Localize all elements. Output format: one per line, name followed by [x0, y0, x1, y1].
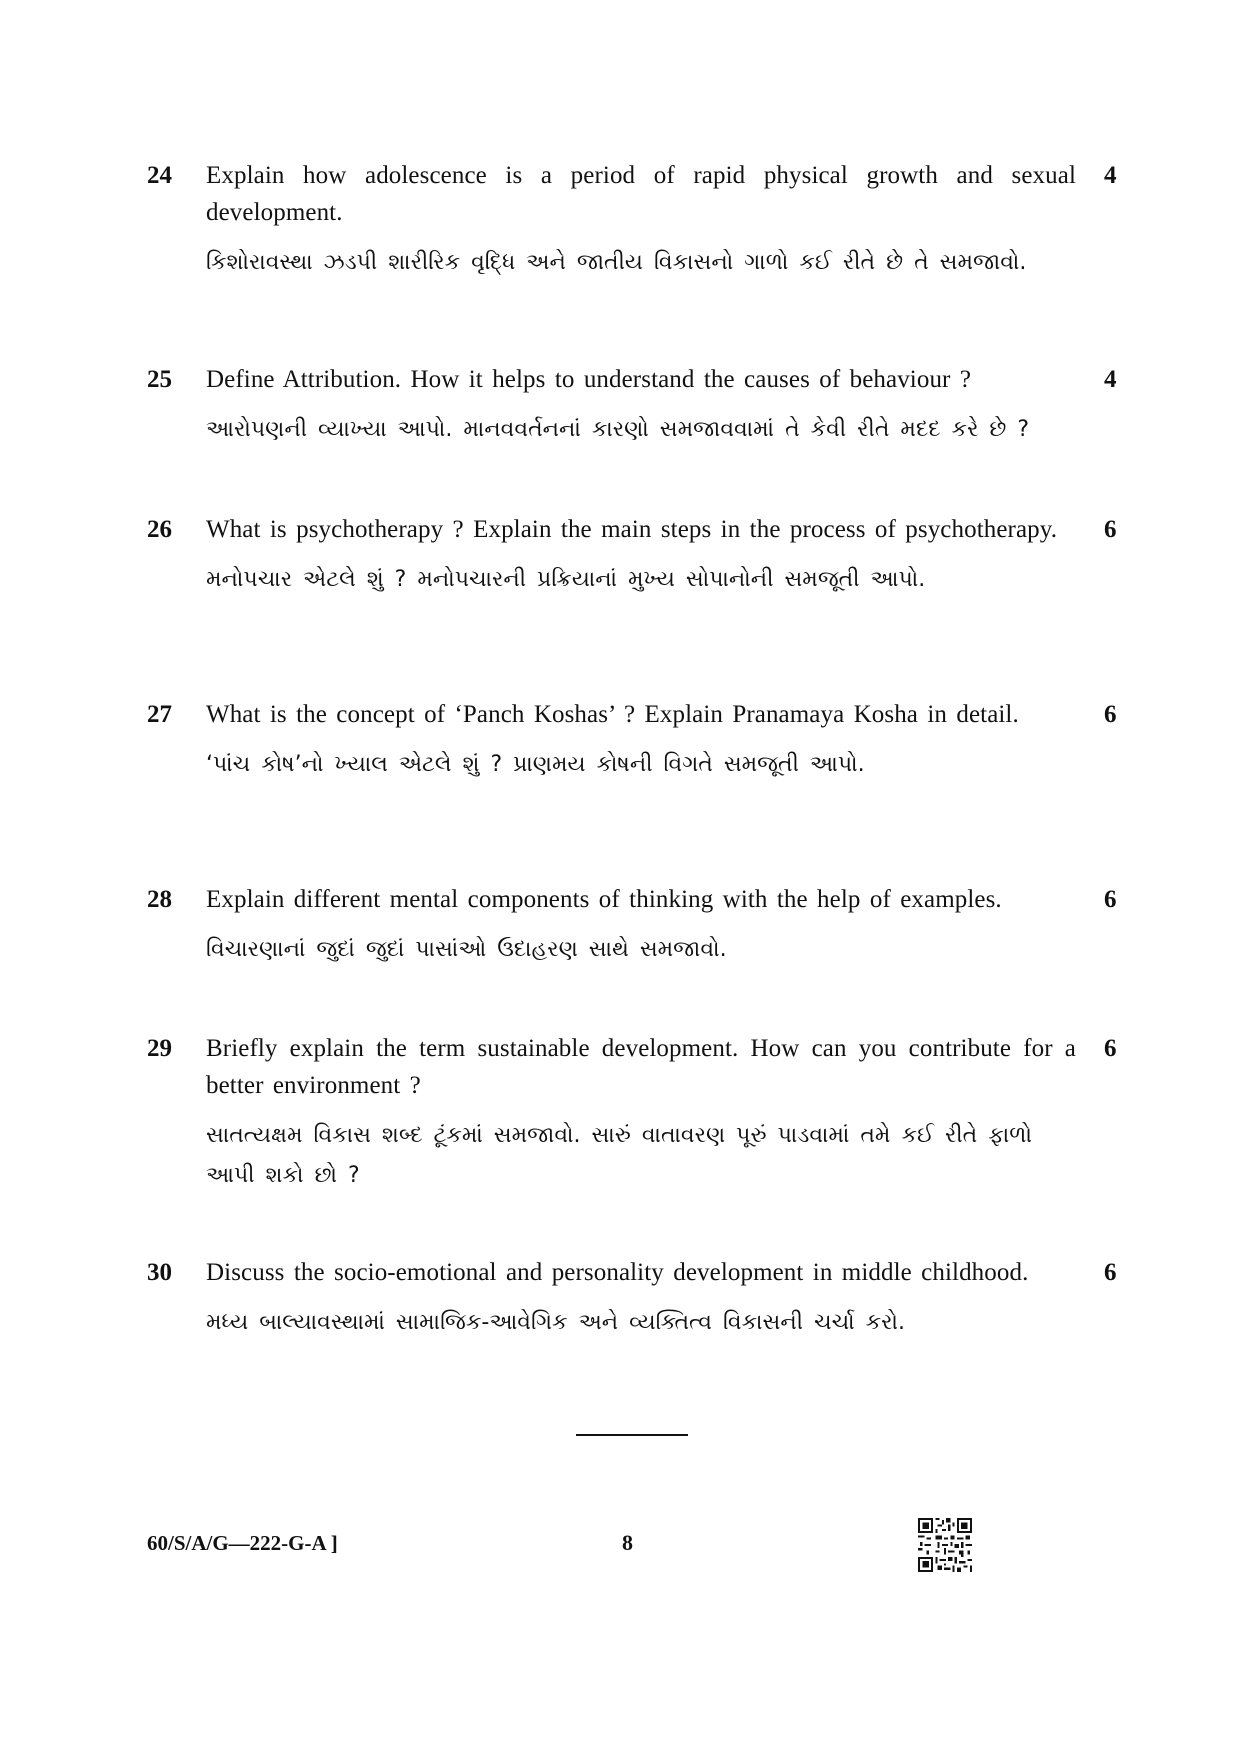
question-marks: 6: [1104, 886, 1117, 913]
question-text-gujarati: મનોપચાર એટલે શું ? મનોપચારની પ્રક્રિયાનાં મુખ્ય સોપાનોની સમજૂતી આપો.: [206, 567, 926, 592]
question-marks: 4: [1104, 162, 1117, 189]
question-marks: 6: [1104, 1259, 1117, 1286]
question-text-gujarati: આરોપણની વ્યાખ્યા આપો. માનવવર્તનનાં કારણો સમજાવવામાં તે કેવી રીતે મદદ કરે છે ?: [206, 417, 1030, 442]
question-number: 27: [147, 701, 172, 728]
paper-code: 60/S/A/G—222-G-A ]: [147, 1531, 338, 1555]
question-text-gujarati: મધ્ય બાલ્યાવસ્થામાં સામાજિક-આવેગિક અને વ્યક્તિત્વ વિકાસની ચર્ચા કરો.: [206, 1310, 906, 1335]
question-body: [206, 881, 1076, 970]
question-text-gujarati: કિશોરાવસ્થા ઝડપી શારીરિક વૃદ્ધિ અને જાતીય વિકાસનો ગાળો કઈ રીતે છે તે સમજાવો.: [206, 250, 1027, 275]
question-body: [206, 157, 1076, 283]
question-text-english: What is psychotherapy ? Explain the main steps in the process of psychotherapy.: [206, 516, 1058, 543]
question-text-english: Discuss the socio-emotional and personality development in middle childhood.: [206, 1259, 1029, 1286]
question-marks: 4: [1104, 366, 1117, 393]
question-marks: 6: [1104, 1035, 1117, 1062]
question-text-english: What is the concept of ‘Panch Koshas’ ? Explain Pranamaya Kosha in detail.: [206, 701, 1019, 728]
question-body: [206, 1030, 1076, 1196]
qr-code-icon: [918, 1518, 972, 1572]
question-number: 24: [147, 162, 172, 189]
question-marks: 6: [1104, 701, 1117, 728]
question-body: [206, 1254, 1076, 1343]
question-marks: 6: [1104, 516, 1117, 543]
question-text-english: Briefly explain the term sustainable development. How can you contribute for a better environment ?: [206, 1035, 1076, 1099]
question-text-gujarati: ‘પાંચ કોષ’નો ખ્યાલ એટલે શું ? પ્રાણમય કોષની વિગતે સમજૂતી આપો.: [206, 752, 865, 777]
question-text-english: Explain different mental components of thinking with the help of examples.: [206, 886, 1002, 913]
question-body: [206, 511, 1076, 600]
page-number: 8: [622, 1530, 633, 1555]
question-number: 30: [147, 1259, 172, 1286]
question-text-gujarati: સાતત્યક્ષમ વિકાસ શબ્દ ટૂંકમાં સમજાવો. સારું વાતાવરણ પૂરું પાડવામાં તમે કઈ રીતે ફાળો આપી શકો છો ?: [206, 1123, 1032, 1188]
question-number: 29: [147, 1035, 172, 1062]
question-number: 26: [147, 516, 172, 543]
end-divider: [576, 1434, 688, 1436]
question-body: [206, 696, 1076, 785]
question-text-english: Explain how adolescence is a period of rapid physical growth and sexual development.: [206, 162, 1076, 226]
question-body: [206, 361, 1076, 450]
question-number: 28: [147, 886, 172, 913]
question-text-gujarati: વિચારણાનાં જુદાં જુદાં પાસાંઓ ઉદાહરણ સાથે સમજાવો.: [206, 937, 727, 962]
question-text-english: Define Attribution. How it helps to understand the causes of behaviour ?: [206, 366, 972, 393]
question-number: 25: [147, 366, 172, 393]
